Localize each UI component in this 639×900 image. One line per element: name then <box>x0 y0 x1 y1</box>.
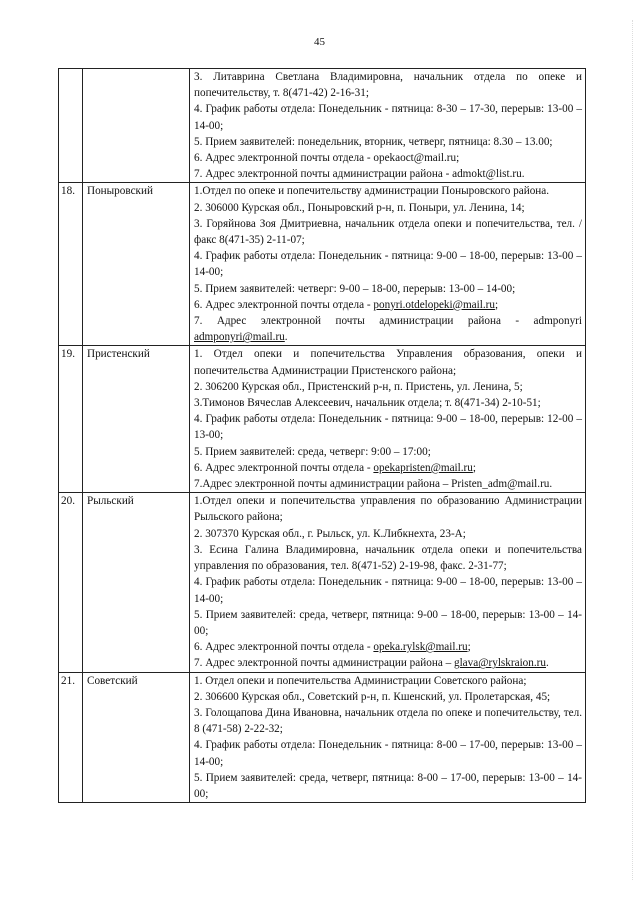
info-text: ; <box>467 641 471 654</box>
info-text: 5. Прием заявителей: среда, четверг, пятница: 8-00 – 17-00, перерыв: 13-00 – 14-00; <box>194 771 582 800</box>
info-line <box>194 737 582 769</box>
email-link[interactable]: opeka.rylsk@mail.ru <box>373 641 468 654</box>
info-line <box>194 655 582 671</box>
info-text: 5. Прием заявителей: понедельник, вторник, четверг, пятница: 8.30 – 13.00; <box>194 135 553 148</box>
info-line <box>194 411 582 443</box>
info-line <box>194 705 582 737</box>
table-row <box>59 183 586 346</box>
table-row <box>59 493 586 672</box>
info-line <box>194 395 582 411</box>
info-line <box>194 542 582 574</box>
info-text: 3. Есина Галина Владимировна, начальник отдела опеки и попечительства управления по образования, тел. 8(471-52) 2-19-98, факс. 2-31-77; <box>194 543 582 573</box>
info-text: 5. Прием заявителей: среда, четверг, пятница: 9-00 – 18-00, перерыв: 13-00 – 14-00; <box>194 608 582 637</box>
district-name-cell: Пристенский <box>83 346 190 493</box>
info-line <box>194 639 582 655</box>
info-line <box>194 476 582 492</box>
email-link[interactable]: ponyri.otdelopeki@mail.ru <box>373 298 495 311</box>
info-line <box>194 607 582 639</box>
row-number-cell: 21. <box>59 672 83 803</box>
info-text: 1. Отдел опеки и попечительства Управления образования, опеки и попечительства Администрации Пристенского района; <box>194 348 582 377</box>
info-text: 7. Адрес электронной почты администрации района - admponyri <box>194 315 582 328</box>
page-number: 45 <box>314 36 325 48</box>
info-text: . <box>545 657 549 670</box>
info-text: ; <box>472 461 476 474</box>
info-text: 2. 306600 Курская обл., Советский р-н, п. Кшенский, ул. Пролетарская, 45; <box>194 690 551 703</box>
info-text: ; <box>494 298 499 311</box>
table-row <box>59 346 586 493</box>
info-text: 2. 307370 Курская обл., г. Рыльск, ул. К.Либкнехта, 23-А; <box>194 527 466 540</box>
info-text: 6. Адрес электронной почты отдела - <box>194 298 374 311</box>
districts-table <box>58 68 586 803</box>
row-number-cell <box>59 69 83 183</box>
info-text: 6. Адрес электронной почты отдела - <box>194 461 374 474</box>
info-text: 4. График работы отдела: Понедельник - пятница: 8-30 – 17-30, перерыв: 13-00 – 14-00; <box>194 103 582 132</box>
row-number-cell: 20. <box>59 493 83 672</box>
info-line <box>194 574 582 606</box>
info-text: 3. Голощапова Дина Ивановна, начальник отдела по опеке и попечительству, тел. 8 (471-58) 2-22-32; <box>194 706 582 736</box>
info-line <box>194 770 582 802</box>
info-line <box>194 248 582 280</box>
info-text: . <box>284 331 288 344</box>
info-line <box>194 134 582 150</box>
contact-info-cell <box>190 672 586 803</box>
info-line <box>194 183 582 199</box>
info-text: 5. Прием заявителей: среда, четверг: 9:00 – 17:00; <box>194 445 431 458</box>
row-number-cell: 19. <box>59 346 83 493</box>
district-name-cell: Рыльский <box>83 493 190 672</box>
info-text: 3.Тимонов Вячеслав Алексеевич, начальник отдела; т. 8(471-34) 2-10-51; <box>194 397 541 410</box>
email-link[interactable]: glava@rylskraion.ru <box>453 657 546 670</box>
info-text: 1. Отдел опеки и попечительства Администрации Советского района; <box>194 674 527 687</box>
info-line <box>194 689 582 705</box>
info-line <box>194 297 582 313</box>
email-link[interactable]: opekapristen@mail.ru <box>373 461 473 474</box>
info-text: 7.Адрес электронной почты администрации района – Pristen_adm@mail.ru. <box>194 478 553 491</box>
district-name-cell: Поныровский <box>83 183 190 346</box>
info-line <box>194 379 582 395</box>
info-text: 3. Литаврина Светлана Владимировна, начальник отдела по опеке и попечительству, т. 8(471-42) 2-16-31; <box>194 71 582 100</box>
info-text: 4. График работы отдела: Понедельник - пятница: 9-00 – 18-00, перерыв: 12-00 – 13-00; <box>194 413 582 442</box>
info-text: 6. Адрес электронной почты отдела - <box>194 641 374 654</box>
info-line <box>194 281 582 297</box>
contact-info-cell <box>190 346 586 493</box>
info-text: 4. График работы отдела: Понедельник - пятница: 9-00 – 18-00, перерыв: 13-00 – 14-00; <box>194 250 582 279</box>
contact-info-cell <box>190 69 586 183</box>
info-text: 2. 306000 Курская обл., Поныровский р-н, п. Поныри, ул. Ленина, 14; <box>194 201 525 214</box>
email-link[interactable]: admponyri@mail.ru <box>194 331 285 344</box>
contact-info-cell <box>190 493 586 672</box>
info-text: 3. Горяйнова Зоя Дмитриевна, начальник отдела опеки и попечительства, тел. /факс 8(471-35) 2-11-07; <box>194 217 582 247</box>
info-text: 2. 306200 Курская обл., Пристенский р-н, п. Пристень, ул. Ленина, 5; <box>194 380 523 393</box>
contact-info-cell <box>190 183 586 346</box>
info-text: 1.Отдел опеки и попечительства управления по образованию Администрации Рыльского района; <box>194 495 582 524</box>
info-line <box>194 313 582 345</box>
info-line <box>194 460 582 476</box>
info-line <box>194 526 582 542</box>
info-text: 5. Прием заявителей: четверг: 9-00 – 18-00, перерыв: 13-00 – 14-00; <box>194 282 516 295</box>
table-row <box>59 672 586 803</box>
info-text: 6. Адрес электронной почты отдела - opekaoct@mail.ru; <box>194 152 460 165</box>
info-text: 7. Адрес электронной почты администрации района – <box>194 657 454 670</box>
info-text: 4. График работы отдела: Понедельник - пятница: 8-00 – 17-00, перерыв: 13-00 – 14-00; <box>194 739 582 768</box>
info-line <box>194 166 582 182</box>
info-line <box>194 346 582 378</box>
row-number-cell: 18. <box>59 183 83 346</box>
info-line <box>194 200 582 216</box>
info-line <box>194 444 582 460</box>
info-line <box>194 101 582 133</box>
info-text: 1.Отдел по опеке и попечительству администрации Поныровского района. <box>194 185 550 198</box>
info-text: 4. График работы отдела: Понедельник - пятница: 9-00 – 18-00, перерыв: 13-00 – 14-00; <box>194 576 582 605</box>
info-line <box>194 493 582 525</box>
table-body <box>59 69 586 803</box>
info-text: 7. Адрес электронной почты администрации района - admokt@list.ru. <box>194 168 525 181</box>
info-line <box>194 673 582 689</box>
table-row <box>59 69 586 183</box>
district-name-cell: Советский <box>83 672 190 803</box>
district-name-cell <box>83 69 190 183</box>
scan-edge-marks <box>628 20 633 880</box>
info-line <box>194 69 582 101</box>
info-line <box>194 150 582 166</box>
info-line <box>194 216 582 248</box>
